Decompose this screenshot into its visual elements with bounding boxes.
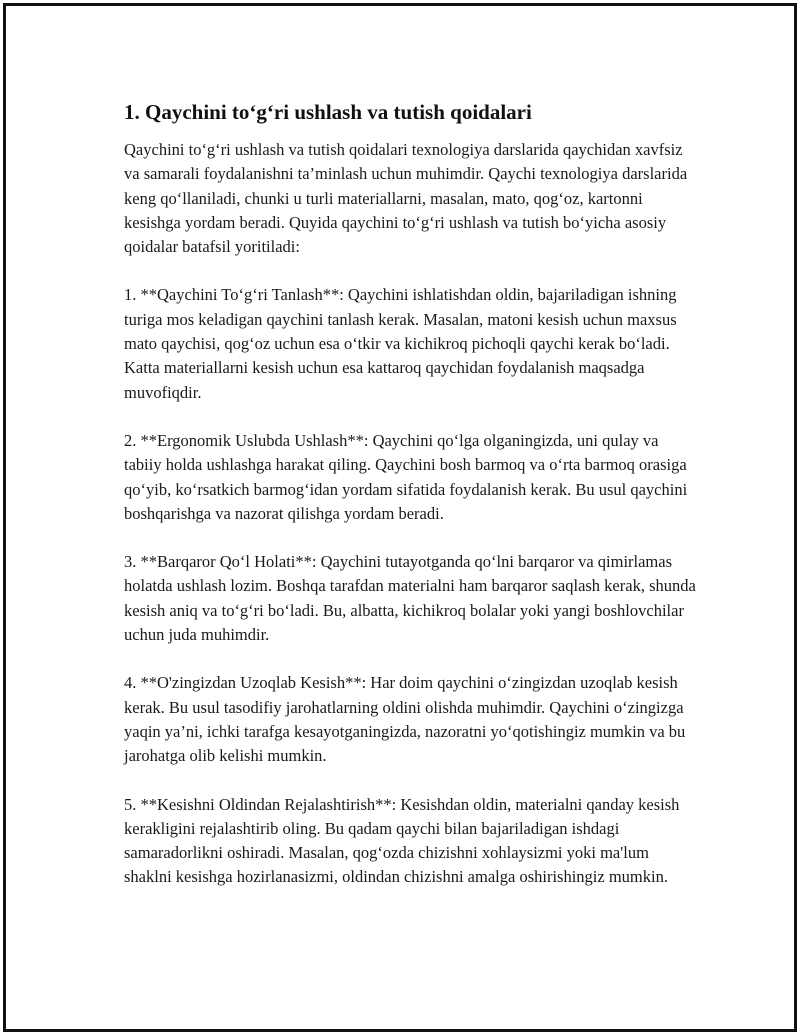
rule-5-paragraph: 5. **Kesishni Oldindan Rejalashtirish**: Kesishdan oldin, materialni qanday kesish kerakligini rejalashtirib oling. Bu qadam qaychi bilan bajariladigan ishdagi samaradorlikni oshiradi. Masalan, qog‘ozda chizishni xohlaysizmi yoki ma'lum shaklni kesishga hozirlanasizmi, oldindan chizishni amalga oshirishingiz mumkin.: [124, 794, 680, 887]
rule-2-paragraph: 2. **Ergonomik Uslubda Ushlash**: Qaychini qo‘lga olganingizda, uni qulay va tabiiy holda ushlashga harakat qiling. Qaychini bosh barmoq va o‘rta barmoq orasiga qo‘yib, ko‘rsatkich barmog‘idan yordam sifatida foydalanish kerak. Bu usul qaychini boshqarishga va nazorat qilishga yordam beradi.: [124, 430, 688, 523]
document-body: [124, 98, 699, 890]
intro-paragraph: Qaychini to‘g‘ri ushlash va tutish qoidalari texnologiya darslarida qaychidan xavfsiz va samarali foydalanishni ta’minlash uchun muhimdir. Qaychi texnologiya darslarida keng qo‘llaniladi, chunki u turli materiallarni, masalan, mato, qog‘oz, kartonni kesishga yordam beradi. Quyida qaychini to‘g‘ri ushlash va tutish bo‘yicha asosiy qoidalar batafsil yoritiladi:: [124, 140, 688, 257]
page-frame: [3, 3, 797, 1032]
page-title: 1. Qaychini to‘g‘ri ushlash va tutish qoidalari: [124, 100, 532, 124]
rule-3-paragraph: 3. **Barqaror Qo‘l Holati**: Qaychini tutayotganda qo‘lni barqaror va qimirlamas holatda ushlash lozim. Boshqa tarafdan materialni ham barqaror saqlash kerak, shunda kesish aniq va to‘g‘ri bo‘ladi. Bu, albatta, kichikroq bolalar yoki yangi boshlovchilar uchun juda muhimdir.: [124, 552, 696, 645]
rule-4-paragraph: 4. **O'zingizdan Uzoqlab Kesish**: Har doim qaychini o‘zingizdan uzoqlab kesish kerak. Bu usul tasodifiy jarohatlarning oldini olishda muhimdir. Qaychini o‘zingizga yaqin ya’ni, ichki tarafga kesayotganingizda, nazoratni yo‘qotishingiz mumkin va bu jarohatga olib kelishi mumkin.: [124, 673, 686, 766]
rule-1-paragraph: 1. **Qaychini To‘g‘ri Tanlash**: Qaychini ishlatishdan oldin, bajariladigan ishning turiga mos keladigan qaychini tanlash kerak. Masalan, matoni kesish uchun maxsus mato qaychisi, qog‘oz uchun esa o‘tkir va kichikroq pichoqli qaychi kerak bo‘ladi. Katta materiallarni kesish uchun esa kattaroq qaychidan foydalanish maqsadga muvofiqdir.: [124, 285, 677, 402]
